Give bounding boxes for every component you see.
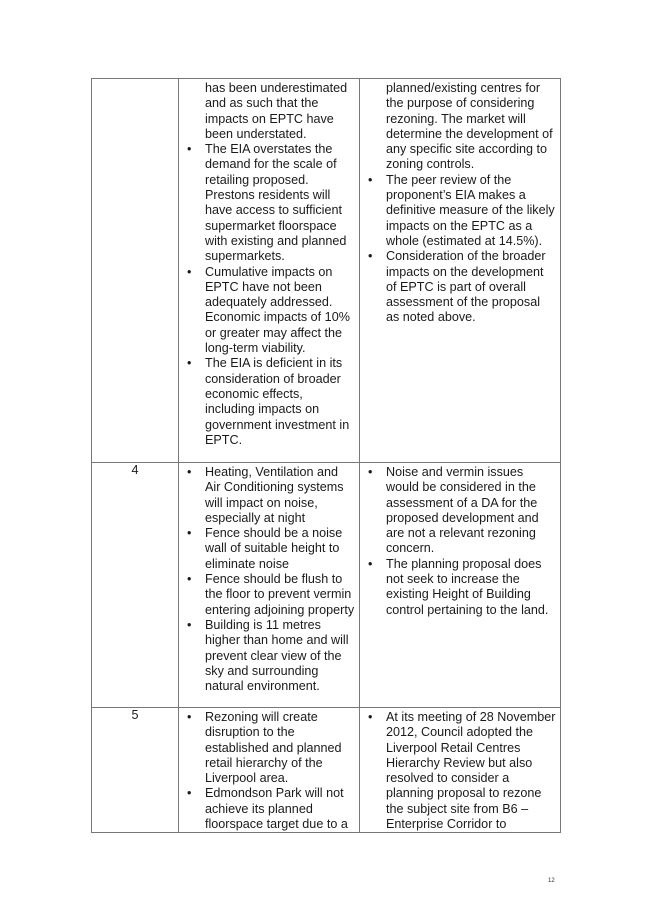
page-number: 12 [548, 878, 555, 884]
list-item: • The planning proposal does not seek to increase the existing Height of Building control pertaining to the land. [366, 557, 556, 618]
list-item: • Cumulative impacts on EPTC have not been adequately addressed. Economic impacts of 10% or greater may affect the long-term viability. [185, 265, 355, 357]
response-list [366, 173, 556, 326]
list-item: • Fence should be flush to the floor to prevent vermin entering adjoining property [185, 572, 355, 618]
list-item: • Building is 11 metres higher than home and will prevent clear view of the sky and surrounding natural environment. [185, 618, 355, 694]
table-row [92, 79, 561, 463]
issues-cell [179, 463, 360, 708]
response-cell [360, 708, 561, 833]
row-number: 5 [131, 708, 139, 722]
issues-cell [179, 708, 360, 833]
response-list [366, 710, 556, 832]
submissions-table [91, 78, 561, 833]
row-number-cell [92, 463, 179, 708]
list-item: • Edmondson Park will not achieve its planned floorspace target due to a [185, 786, 355, 832]
response-list [366, 465, 556, 618]
list-item: • Heating, Ventilation and Air Conditioning systems will impact on noise, especially at night [185, 465, 355, 526]
issues-list [185, 465, 355, 694]
response-cell [360, 463, 561, 708]
list-item: • Noise and vermin issues would be considered in the assessment of a DA for the proposed development and are not a relevant rezoning concern. [366, 465, 556, 557]
issues-list [185, 710, 355, 832]
list-item: • Consideration of the broader impacts on the development of EPTC is part of overall assessment of the proposal as noted above. [366, 249, 556, 325]
table-row [92, 463, 561, 708]
issues-cell [179, 79, 360, 463]
list-item: • Rezoning will create disruption to the established and planned retail hierarchy of the Liverpool area. [185, 710, 355, 786]
row-number-cell [92, 708, 179, 833]
list-item: • Fence should be a noise wall of suitable height to eliminate noise [185, 526, 355, 572]
row-number: 4 [131, 463, 139, 477]
response-continuation: planned/existing centres for the purpose of considering rezoning. The market will determine the development of any specific site according to zoning controls. [386, 81, 553, 172]
response-cell [360, 79, 561, 463]
list-item: • The peer review of the proponent’s EIA makes a definitive measure of the likely impacts on the EPTC as a whole (estimated at 14.5%). [366, 173, 556, 249]
list-item: • The EIA is deficient in its consideration of broader economic effects, including impacts on government investment in EPTC. [185, 356, 355, 448]
list-item: • The EIA overstates the demand for the scale of retailing proposed. Prestons residents will have access to sufficient supermarket floorspace with existing and planned supermarkets. [185, 142, 355, 264]
row-number-cell [92, 79, 179, 463]
table-row [92, 708, 561, 833]
list-item: • At its meeting of 28 November 2012, Council adopted the Liverpool Retail Centres Hierarchy Review but also resolved to consider a planning proposal to rezone the subject site from B6 – Enterprise Corridor to [366, 710, 556, 832]
issues-continuation: has been underestimated and as such that the impacts on EPTC have been understated. [205, 81, 348, 141]
issues-list [185, 142, 355, 448]
